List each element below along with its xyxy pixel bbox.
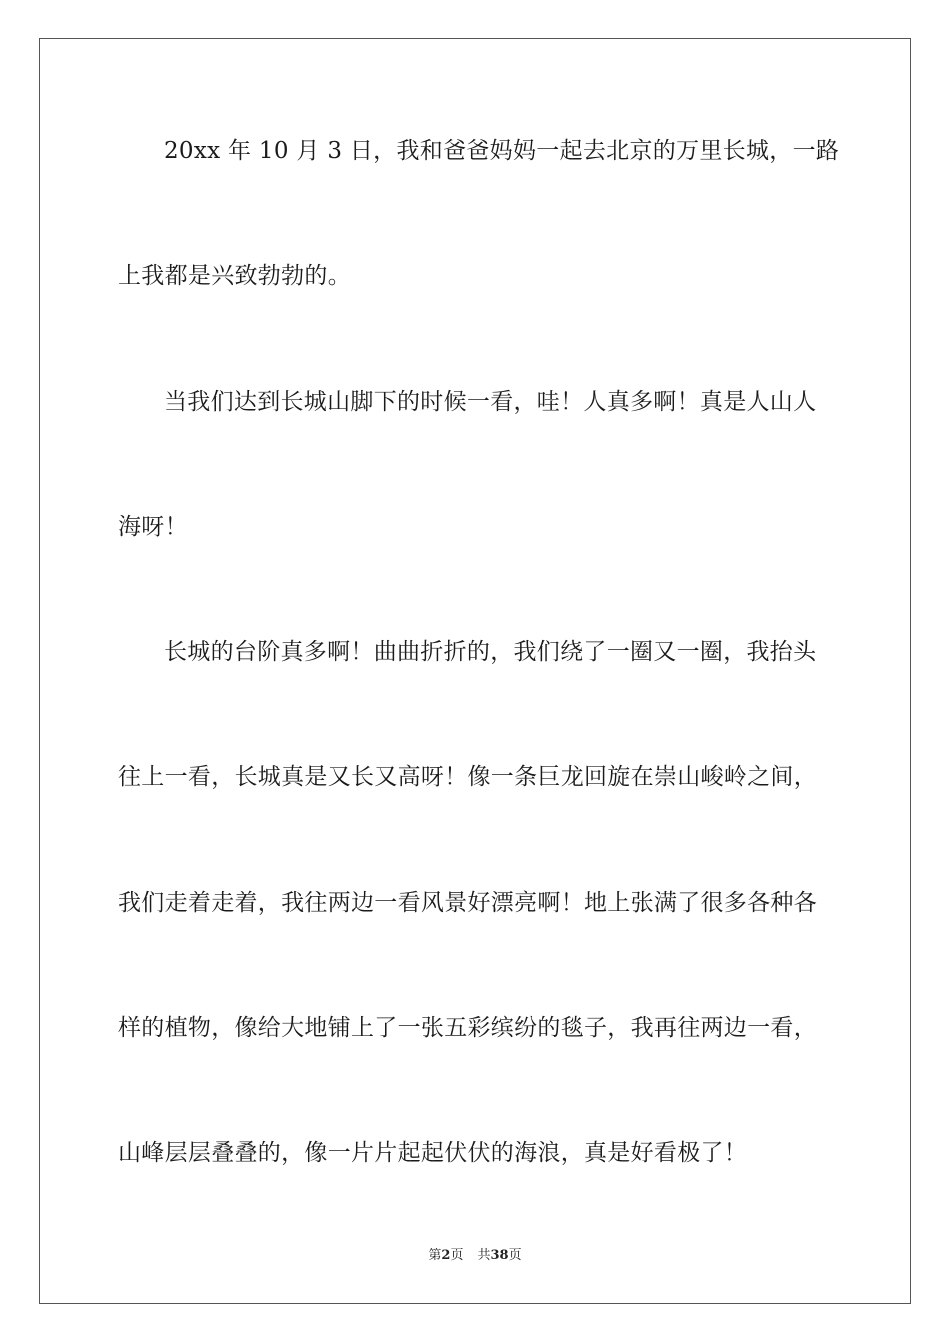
- page-suffix: 页: [450, 1248, 464, 1263]
- total-page-count: 38: [490, 1248, 509, 1263]
- current-page-number: 2: [441, 1248, 451, 1263]
- paragraph-2-line-2: 海呀！: [118, 513, 188, 540]
- page-prefix: 第: [428, 1248, 442, 1263]
- paragraph-3-line-3: 我们走着走着，我往两边一看风景好漂亮啊！地上张满了很多各种各: [118, 889, 817, 916]
- paragraph-1-line-2: 上我都是兴致勃勃的。: [118, 263, 351, 290]
- total-prefix: 共: [477, 1248, 491, 1263]
- paragraph-3-line-1: 长城的台阶真多啊！曲曲折折的，我们绕了一圈又一圈，我抬头: [164, 639, 817, 666]
- paragraph-3-line-4: 样的植物，像给大地铺上了一张五彩缤纷的毯子，我再往两边一看，: [118, 1015, 817, 1042]
- total-suffix: 页: [508, 1248, 522, 1263]
- paragraph-3-line-5: 山峰层层叠叠的，像一片片起起伏伏的海浪，真是好看极了！: [118, 1140, 748, 1167]
- paragraph-1-line-1: 20xx 年 10 月 3 日，我和爸爸妈妈一起去北京的万里长城，一路: [164, 138, 840, 164]
- paragraph-3-line-2: 往上一看，长城真是又长又高呀！像一条巨龙回旋在崇山峻岭之间，: [118, 764, 817, 791]
- page-footer: [0, 1246, 950, 1266]
- paragraph-2-line-1: 当我们达到长城山脚下的时候一看，哇！人真多啊！真是人山人: [164, 388, 817, 415]
- document-body: [118, 118, 838, 1246]
